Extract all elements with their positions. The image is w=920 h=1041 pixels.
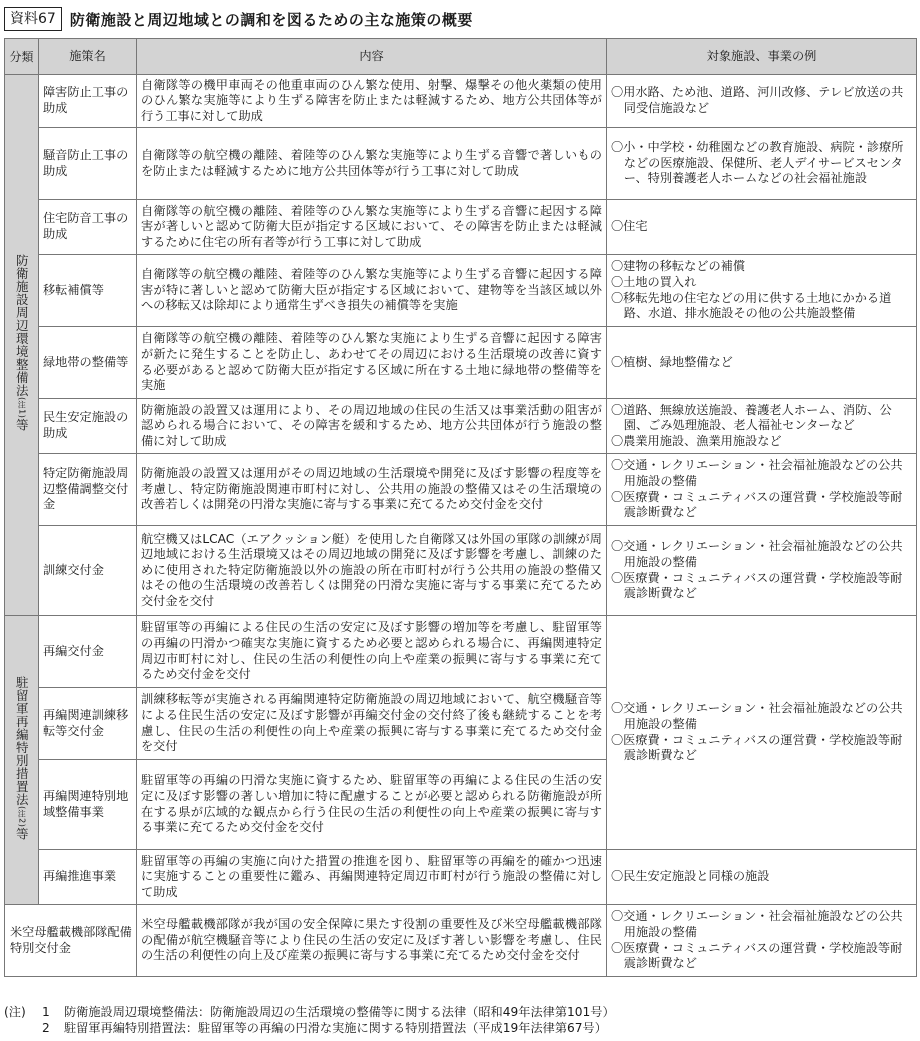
policy-content: 訓練移転等が実施される再編関連特定防衛施設の周辺地域において、航空機騒音等による住民生活の安定に及ぼす影響が再編交付金の交付終了後も継続することを考慮し、住民の生活の利便性の向上や産業の振興に寄与する事業に充てるため交付金を交付 bbox=[137, 688, 607, 760]
example-item: 〇住宅 bbox=[611, 219, 648, 234]
policy-examples bbox=[607, 399, 917, 454]
footnote-text: 防衛施設周辺環境整備法：防衛施設周辺の生活環境の整備等に関する法律（昭和49年法律第101号） bbox=[64, 1005, 615, 1019]
footnote-line bbox=[4, 1004, 615, 1020]
footnote-line bbox=[4, 1020, 615, 1036]
table-row bbox=[5, 327, 917, 399]
example-item: 〇交通・レクリエーション・社会福祉施設などの公共用施設の整備 bbox=[611, 701, 903, 731]
example-item: 〇医療費・コミュニティバスの運営費・学校施設等耐震診断費など bbox=[611, 489, 903, 520]
policy-examples bbox=[607, 255, 917, 327]
example-item: 〇交通・レクリエーション・社会福祉施設などの公共用施設の整備 bbox=[611, 458, 903, 488]
policy-content: 駐留軍等の再編の実施に向けた措置の推進を図り、駐留軍等の再編を的確かつ迅速に実施することの重要性に鑑み、再編関連特定周辺市町村が行う施設の整備に対して助成 bbox=[137, 850, 607, 905]
example-item: 〇交通・レクリエーション・社会福祉施設などの公共用施設の整備 bbox=[611, 539, 903, 569]
policy-name: 訓練交付金 bbox=[39, 526, 137, 616]
header-name: 施策名 bbox=[39, 39, 137, 75]
policy-content: 自衛隊等の航空機の離陸、着陸等のひん繁な実施等により生ずる音響で著しいものを防止または軽減するために地方公共団体等が行う工事に対して助成 bbox=[137, 128, 607, 200]
table-row bbox=[5, 255, 917, 327]
title-label: 資料67 bbox=[4, 7, 62, 31]
policy-name: 住宅防音工事の助成 bbox=[39, 200, 137, 255]
policy-name: 特定防衛施設周辺整備調整交付金 bbox=[39, 454, 137, 526]
category-note-2: (注2) bbox=[17, 805, 27, 827]
table-header-row bbox=[5, 39, 917, 75]
table-row bbox=[5, 850, 917, 905]
table-row bbox=[5, 616, 917, 688]
footnote-text: 駐留軍再編特別措置法：駐留軍等の再編の円滑な実施に関する特別措置法（平成19年法律第67号） bbox=[64, 1021, 607, 1035]
policy-name: 米空母艦載機部隊配備特別交付金 bbox=[5, 905, 137, 977]
example-item: 〇医療費・コミュニティバスの運営費・学校施設等耐震診断費など bbox=[611, 732, 903, 763]
header-category: 分類 bbox=[5, 39, 39, 75]
category-note-1: (注1) bbox=[17, 397, 27, 419]
header-examples: 対象施設、事業の例 bbox=[607, 39, 917, 75]
example-item: 〇農業用施設、漁業用施設など bbox=[611, 433, 782, 448]
policy-name: 再編関連訓練移転等交付金 bbox=[39, 688, 137, 760]
document-title bbox=[4, 6, 473, 32]
policy-name: 障害防止工事の助成 bbox=[39, 75, 137, 128]
policy-examples-shared bbox=[607, 616, 917, 850]
policy-examples bbox=[607, 128, 917, 200]
policy-name: 移転補償等 bbox=[39, 255, 137, 327]
footnote-number: 1 bbox=[42, 1005, 50, 1019]
footnotes bbox=[4, 1004, 615, 1036]
category-cell-group-2 bbox=[5, 616, 39, 905]
example-item: 〇用水路、ため池、道路、河川改修、テレビ放送の共同受信施設など bbox=[611, 85, 904, 115]
table-row bbox=[5, 526, 917, 616]
policy-name: 再編交付金 bbox=[39, 616, 137, 688]
example-item: 〇小・中学校・幼稚園などの教育施設、病院・診療所などの医療施設、保健所、老人デイサービスセンター、特別養護老人ホームなどの社会福祉施設 bbox=[611, 140, 904, 186]
title-text: 防衛施設と周辺地域との調和を図るための主な施策の概要 bbox=[69, 10, 473, 29]
policy-examples bbox=[607, 850, 917, 905]
category-cell-group-1 bbox=[5, 75, 39, 616]
example-item: 〇交通・レクリエーション・社会福祉施設などの公共用施設の整備 bbox=[611, 909, 903, 939]
footnote-number: 2 bbox=[42, 1021, 50, 1035]
example-item: 〇建物の移転などの補償 bbox=[611, 259, 746, 274]
header-content: 内容 bbox=[137, 39, 607, 75]
policy-name: 緑地帯の整備等 bbox=[39, 327, 137, 399]
example-item: 〇道路、無線放送施設、養護老人ホーム、消防、公園、ごみ処理施設、老人福祉センターなど bbox=[611, 402, 892, 433]
example-item: 〇植樹、緑地整備など bbox=[611, 354, 733, 369]
policy-content: 駐留軍等の再編の円滑な実施に資するため、駐留軍等の再編による住民の生活の安定に及ぼす影響の著しい増加に特に配慮することが必要と認められる防衛施設が所在する県が広域的な観点から行う住民の生活の利便性の向上や産業の振興に寄与する事業に充てるため交付金を交付 bbox=[137, 760, 607, 850]
footnote-head: (注) bbox=[4, 1005, 26, 1019]
example-item: 〇土地の買入れ bbox=[611, 274, 697, 289]
policy-name: 再編推進事業 bbox=[39, 850, 137, 905]
table-row bbox=[5, 200, 917, 255]
example-item: 〇移転先地の住宅などの用に供する土地にかかる道路、水道、排水施設その他の公共施設整備 bbox=[611, 290, 892, 321]
policy-content: 自衛隊等の航空機の離陸、着陸等のひん繁な実施等により生ずる音響に起因する障害が著しいと認めて防衛大臣が指定する区域において、その障害を防止または軽減するために住宅の所有者等が行う工事に対して助成 bbox=[137, 200, 607, 255]
example-item: 〇医療費・コミュニティバスの運営費・学校施設等耐震診断費など bbox=[611, 940, 903, 971]
policy-examples bbox=[607, 327, 917, 399]
policy-content: 防衛施設の設置又は運用がその周辺地域の生活環境や開発に及ぼす影響の程度等を考慮し、特定防衛施設関連市町村に対し、公共用の施設の整備又はその生活環境の改善若しくは開発の円滑な実施に寄与する事業に充てるため交付金を交付 bbox=[137, 454, 607, 526]
policy-examples bbox=[607, 526, 917, 616]
policy-examples bbox=[607, 905, 917, 977]
policy-name: 騒音防止工事の助成 bbox=[39, 128, 137, 200]
policy-content: 防衛施設の設置又は運用により、その周辺地域の住民の生活又は事業活動の阻害が認められる場合において、その障害を緩和するため、地方公共団体が行う施設の整備に対して助成 bbox=[137, 399, 607, 454]
category-suffix-1: 等 bbox=[14, 418, 30, 432]
table-row bbox=[5, 905, 917, 977]
category-label-2: 駐留軍再編特別措置法 bbox=[14, 675, 30, 806]
policy-content: 自衛隊等の航空機の離陸、着陸等のひん繁な実施等により生ずる音響に起因する障害が特に著しいと認めて防衛大臣が指定する区域において、建物等を当該区域以外への移転又は除却により通常生ずべき損失の補償等を実施 bbox=[137, 255, 607, 327]
policy-content: 航空機又はLCAC（エアクッション艇）を使用した自衛隊又は外国の軍隊の訓練が周辺地域における生活環境又はその周辺地域の開発に及ぼす影響を考慮し、訓練のために使用された特定防衛施設以外の施設の所在市町村が行う公共用の施設の整備又はその他の生活環境の改善若しくは開発の円滑な実施に寄与する事業に充てるため交付金を交付 bbox=[137, 526, 607, 616]
policy-examples bbox=[607, 75, 917, 128]
policy-content: 自衛隊等の機甲車両その他重車両のひん繁な使用、射撃、爆撃その他火薬類の使用のひん繁な実施等により生ずる障害を防止または軽減するため、地方公共団体等が行う工事に対して助成 bbox=[137, 75, 607, 128]
policy-content: 米空母艦載機部隊が我が国の安全保障に果たす役割の重要性及び米空母艦載機部隊の配備が航空機騒音等により住民の生活の安定に及ぼす著しい影響を考慮し、住民の生活の利便性の向上及び産業の振興に寄与する事業に充てるため交付金を交付 bbox=[137, 905, 607, 977]
policy-content: 自衛隊等の航空機の離陸、着陸等のひん繁な実施により生ずる音響に起因する障害が新たに発生することを防止し、あわせてその周辺における生活環境の改善に資する必要があると認めて防衛大臣が指定する区域に所在する土地に緑地帯の整備等を実施 bbox=[137, 327, 607, 399]
policy-name: 民生安定施設の助成 bbox=[39, 399, 137, 454]
table-row bbox=[5, 128, 917, 200]
table-row bbox=[5, 75, 917, 128]
policy-content: 駐留軍等の再編による住民の生活の安定に及ぼす影響の増加等を考慮し、駐留軍等の再編の円滑かつ確実な実施に資するため必要と認められる場合に、再編関連特定周辺市町村に対し、住民の生活の利便性の向上や産業の振興に寄与する事業に充てるため交付金を交付 bbox=[137, 616, 607, 688]
example-item: 〇医療費・コミュニティバスの運営費・学校施設等耐震診断費など bbox=[611, 570, 903, 601]
category-suffix-2: 等 bbox=[14, 826, 30, 840]
policy-examples bbox=[607, 454, 917, 526]
example-item: 〇民生安定施設と同様の施設 bbox=[611, 869, 770, 884]
policy-name: 再編関連特別地域整備事業 bbox=[39, 760, 137, 850]
category-label-1: 防衛施設周辺環境整備法 bbox=[14, 254, 30, 398]
table-row bbox=[5, 454, 917, 526]
policy-table bbox=[4, 38, 917, 977]
policy-examples bbox=[607, 200, 917, 255]
table-row bbox=[5, 399, 917, 454]
